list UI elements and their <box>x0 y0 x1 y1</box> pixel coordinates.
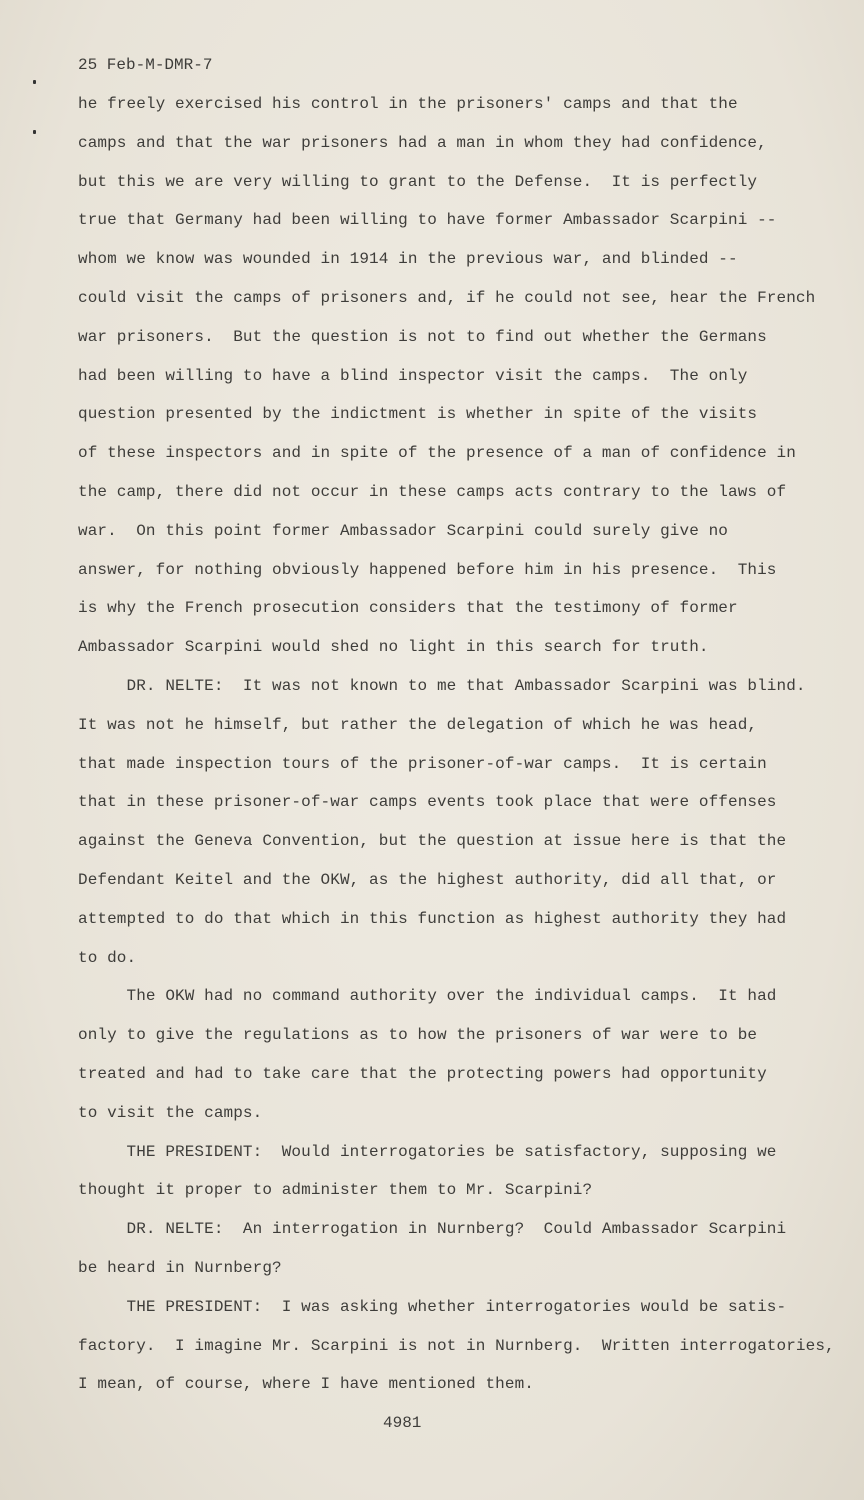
document-body <box>78 92 835 1411</box>
page-number: 4981 <box>383 1414 422 1432</box>
text-line: had been willing to have a blind inspector visit the camps. The only <box>78 366 748 385</box>
text-line: question presented by the indictment is whether in spite of the visits <box>78 405 758 424</box>
text-line: he freely exercised his control in the prisoners' camps and that the <box>78 95 738 113</box>
text-line: that made inspection tours of the prisoner-of-war camps. It is certain <box>78 754 767 773</box>
text-line: DR. NELTE: It was not known to me that Ambassador Scarpini was blind. <box>78 676 806 695</box>
text-line: treated and had to take care that the protecting powers had opportunity <box>78 1064 767 1083</box>
text-line: Defendant Keitel and the OKW, as the highest authority, did all that, or <box>78 870 777 889</box>
text-line: It was not he himself, but rather the delegation of which he was head, <box>78 715 758 734</box>
text-line: is why the French prosecution considers that the testimony of former <box>78 599 738 618</box>
margin-mark <box>33 80 36 84</box>
text-line: that in these prisoner-of-war camps events took place that were offenses <box>78 793 777 812</box>
text-line: THE PRESIDENT: I was asking whether interrogatories would be satis- <box>78 1297 787 1316</box>
margin-mark <box>33 130 36 134</box>
text-line: Ambassador Scarpini would shed no light in this search for truth. <box>78 638 709 657</box>
text-line: war prisoners. But the question is not to find out whether the Germans <box>78 327 767 346</box>
text-line: to do. <box>78 948 137 967</box>
text-line: be heard in Nurnberg? <box>78 1258 282 1277</box>
text-line: factory. I imagine Mr. Scarpini is not in Nurnberg. Written interrogatories, <box>78 1336 835 1355</box>
text-line: to visit the camps. <box>78 1103 263 1122</box>
text-line: answer, for nothing obviously happened before him in his presence. This <box>78 560 777 579</box>
text-line: attempted to do that which in this function as highest authority they had <box>78 909 787 928</box>
text-line: could visit the camps of prisoners and, if he could not see, hear the French <box>78 288 816 307</box>
text-line: the camp, there did not occur in these camps acts contrary to the laws of <box>78 482 787 501</box>
text-line: THE PRESIDENT: Would interrogatories be satisfactory, supposing we <box>78 1142 777 1161</box>
text-line: only to give the regulations as to how the prisoners of war were to be <box>78 1026 758 1045</box>
text-line: war. On this point former Ambassador Scarpini could surely give no <box>78 521 729 540</box>
text-line: whom we know was wounded in 1914 in the previous war, and blinded -- <box>78 250 738 269</box>
text-line: of these inspectors and in spite of the presence of a man of confidence in <box>78 444 796 463</box>
text-line: I mean, of course, where I have mentioned them. <box>78 1375 534 1394</box>
text-line: true that Germany had been willing to have former Ambassador Scarpini -- <box>78 211 777 230</box>
document-header: 25 Feb-M-DMR-7 <box>78 56 213 74</box>
text-line: camps and that the war prisoners had a man in whom they had confidence, <box>78 133 767 152</box>
text-line: but this we are very willing to grant to the Defense. It is perfectly <box>78 172 758 191</box>
text-line: The OKW had no command authority over the individual camps. It had <box>78 987 777 1006</box>
text-line: thought it proper to administer them to Mr. Scarpini? <box>78 1181 593 1200</box>
text-line: against the Geneva Convention, but the question at issue here is that the <box>78 832 787 851</box>
text-line: DR. NELTE: An interrogation in Nurnberg? Could Ambassador Scarpini <box>78 1220 787 1239</box>
